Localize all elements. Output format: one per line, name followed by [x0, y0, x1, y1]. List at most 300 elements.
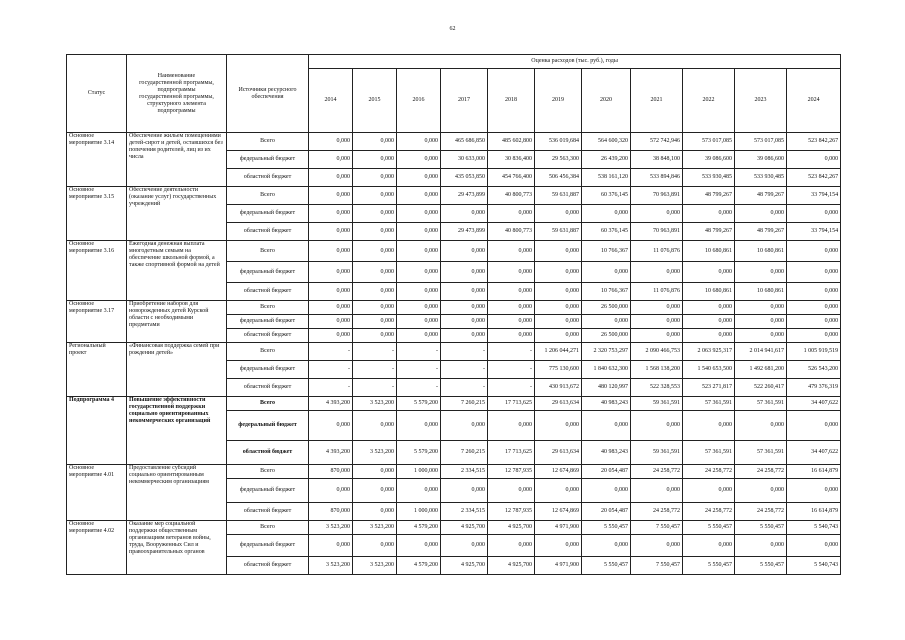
- value-cell: 33 794,154: [787, 187, 841, 205]
- value-cell: 30 633,000: [441, 151, 488, 169]
- value-cell: 0,000: [488, 283, 535, 301]
- value-cell: 0,000: [582, 315, 631, 329]
- value-cell: 0,000: [353, 205, 397, 223]
- value-cell: 0,000: [397, 169, 441, 187]
- value-cell: -: [309, 361, 353, 379]
- value-cell: 0,000: [582, 262, 631, 283]
- value-cell: 0,000: [353, 535, 397, 557]
- value-cell: 2 334,515: [441, 503, 488, 521]
- value-cell: -: [441, 343, 488, 361]
- value-cell: 48 799,267: [683, 187, 735, 205]
- value-cell: 430 913,672: [535, 379, 582, 397]
- value-cell: 12 674,869: [535, 503, 582, 521]
- value-cell: 0,000: [735, 535, 787, 557]
- value-cell: 572 742,946: [631, 133, 683, 151]
- value-cell: 12 787,935: [488, 503, 535, 521]
- header-year: 2019: [535, 69, 582, 133]
- value-cell: 5 550,457: [582, 557, 631, 575]
- value-cell: 5 550,457: [582, 521, 631, 535]
- row-source: федеральный бюджет: [227, 151, 309, 169]
- value-cell: 70 963,891: [631, 223, 683, 241]
- value-cell: 5 550,457: [735, 521, 787, 535]
- row-name: Предоставление субсидий социально ориентированным некоммерческим организациям: [127, 465, 227, 521]
- value-cell: 3 523,200: [353, 397, 397, 411]
- table-row: [67, 133, 841, 151]
- value-cell: 0,000: [397, 411, 441, 441]
- row-source: Всего: [227, 521, 309, 535]
- value-cell: 0,000: [631, 301, 683, 315]
- value-cell: 533 894,846: [631, 169, 683, 187]
- value-cell: 20 054,487: [582, 503, 631, 521]
- value-cell: 0,000: [353, 133, 397, 151]
- value-cell: 0,000: [787, 205, 841, 223]
- header-year: 2018: [488, 69, 535, 133]
- row-status: Основное мероприятие 3.16: [67, 241, 127, 301]
- value-cell: 0,000: [535, 479, 582, 503]
- value-cell: 29 563,300: [535, 151, 582, 169]
- value-cell: 564 600,320: [582, 133, 631, 151]
- header-year: 2023: [735, 69, 787, 133]
- value-cell: 5 540,743: [787, 557, 841, 575]
- value-cell: 522 328,553: [631, 379, 683, 397]
- value-cell: 0,000: [353, 479, 397, 503]
- value-cell: 0,000: [488, 315, 535, 329]
- table-row: [67, 241, 841, 262]
- value-cell: 59 361,591: [631, 397, 683, 411]
- value-cell: 34 407,622: [787, 397, 841, 411]
- value-cell: 0,000: [309, 301, 353, 315]
- value-cell: 48 799,267: [683, 223, 735, 241]
- row-source: областной бюджет: [227, 283, 309, 301]
- value-cell: 5 550,457: [683, 557, 735, 575]
- value-cell: 57 361,591: [683, 441, 735, 465]
- value-cell: 3 523,200: [309, 521, 353, 535]
- header-year: 2016: [397, 69, 441, 133]
- value-cell: -: [353, 343, 397, 361]
- value-cell: 4 971,900: [535, 521, 582, 535]
- value-cell: 57 361,591: [683, 397, 735, 411]
- value-cell: 0,000: [397, 205, 441, 223]
- value-cell: 0,000: [309, 241, 353, 262]
- value-cell: -: [353, 361, 397, 379]
- value-cell: 2 334,515: [441, 465, 488, 479]
- value-cell: 7 260,215: [441, 397, 488, 411]
- value-cell: 7 550,457: [631, 557, 683, 575]
- value-cell: 1 206 044,271: [535, 343, 582, 361]
- value-cell: 0,000: [735, 301, 787, 315]
- value-cell: 485 602,800: [488, 133, 535, 151]
- row-name: Приобретение наборов для новорожденных детей Курской области с необходимыми предметами: [127, 301, 227, 343]
- row-source: Всего: [227, 343, 309, 361]
- value-cell: 0,000: [787, 262, 841, 283]
- value-cell: 10 680,861: [683, 283, 735, 301]
- value-cell: 870,000: [309, 465, 353, 479]
- header-status: Статус: [67, 55, 127, 133]
- value-cell: 0,000: [353, 151, 397, 169]
- value-cell: 0,000: [353, 411, 397, 441]
- value-cell: 26 500,000: [582, 329, 631, 343]
- row-status: Основное мероприятие 3.17: [67, 301, 127, 343]
- value-cell: 0,000: [488, 411, 535, 441]
- row-name: «Финансовая поддержка семей при рождении детей»: [127, 343, 227, 397]
- row-source: Всего: [227, 187, 309, 205]
- value-cell: -: [441, 361, 488, 379]
- row-source: федеральный бюджет: [227, 205, 309, 223]
- value-cell: -: [309, 379, 353, 397]
- value-cell: 20 054,487: [582, 465, 631, 479]
- value-cell: 16 614,879: [787, 503, 841, 521]
- value-cell: 0,000: [397, 301, 441, 315]
- value-cell: 10 680,861: [735, 241, 787, 262]
- value-cell: 59 631,887: [535, 223, 582, 241]
- value-cell: 0,000: [309, 535, 353, 557]
- value-cell: 0,000: [309, 329, 353, 343]
- value-cell: 0,000: [535, 411, 582, 441]
- value-cell: 0,000: [353, 329, 397, 343]
- value-cell: 3 523,200: [353, 441, 397, 465]
- value-cell: 0,000: [631, 535, 683, 557]
- value-cell: 0,000: [309, 169, 353, 187]
- value-cell: 0,000: [488, 262, 535, 283]
- value-cell: 38 848,100: [631, 151, 683, 169]
- value-cell: 0,000: [787, 241, 841, 262]
- value-cell: 0,000: [397, 535, 441, 557]
- header-year: 2020: [582, 69, 631, 133]
- row-name: Ежегодная денежная выплата многодетным семьям на обеспечение школьной формой, а также спортивной формой на детей: [127, 241, 227, 301]
- row-source: федеральный бюджет: [227, 262, 309, 283]
- row-status: Основное мероприятие 4.02: [67, 521, 127, 575]
- value-cell: 0,000: [441, 329, 488, 343]
- value-cell: 10 680,861: [683, 241, 735, 262]
- value-cell: 506 456,384: [535, 169, 582, 187]
- value-cell: 1 840 632,300: [582, 361, 631, 379]
- value-cell: 0,000: [309, 315, 353, 329]
- value-cell: -: [488, 379, 535, 397]
- header-year: 2014: [309, 69, 353, 133]
- row-name: Обеспечение деятельности (оказание услуг) государственных учреждений: [127, 187, 227, 241]
- value-cell: 0,000: [441, 262, 488, 283]
- value-cell: 1 492 681,200: [735, 361, 787, 379]
- row-status: Региональный проект: [67, 343, 127, 397]
- value-cell: 0,000: [735, 205, 787, 223]
- table-row: [67, 343, 841, 361]
- table-row: [67, 465, 841, 479]
- page-number: 62: [449, 26, 456, 32]
- value-cell: 0,000: [353, 223, 397, 241]
- row-source: Всего: [227, 397, 309, 411]
- value-cell: 57 361,591: [735, 397, 787, 411]
- value-cell: 0,000: [631, 262, 683, 283]
- value-cell: 4 971,900: [535, 557, 582, 575]
- value-cell: 10 766,367: [582, 283, 631, 301]
- value-cell: 0,000: [488, 205, 535, 223]
- value-cell: 0,000: [582, 411, 631, 441]
- value-cell: 523 271,817: [683, 379, 735, 397]
- row-status: Основное мероприятие 3.14: [67, 133, 127, 187]
- row-source: федеральный бюджет: [227, 479, 309, 503]
- value-cell: 0,000: [441, 241, 488, 262]
- value-cell: 480 120,997: [582, 379, 631, 397]
- value-cell: 533 930,485: [735, 169, 787, 187]
- value-cell: 0,000: [488, 241, 535, 262]
- row-source: Всего: [227, 301, 309, 315]
- value-cell: 0,000: [582, 205, 631, 223]
- row-source: областной бюджет: [227, 169, 309, 187]
- value-cell: 3 523,200: [353, 521, 397, 535]
- value-cell: 0,000: [683, 262, 735, 283]
- value-cell: 24 258,772: [735, 503, 787, 521]
- value-cell: 0,000: [353, 503, 397, 521]
- value-cell: 5 540,743: [787, 521, 841, 535]
- value-cell: 0,000: [397, 223, 441, 241]
- value-cell: 0,000: [735, 315, 787, 329]
- value-cell: -: [488, 361, 535, 379]
- value-cell: 0,000: [309, 283, 353, 301]
- value-cell: 0,000: [309, 262, 353, 283]
- value-cell: 0,000: [631, 479, 683, 503]
- table-row: [67, 521, 841, 535]
- row-source: областной бюджет: [227, 441, 309, 465]
- row-source: федеральный бюджет: [227, 411, 309, 441]
- value-cell: 0,000: [735, 329, 787, 343]
- row-status: Основное мероприятие 3.15: [67, 187, 127, 241]
- value-cell: 0,000: [535, 301, 582, 315]
- value-cell: -: [309, 343, 353, 361]
- value-cell: 4 579,200: [397, 521, 441, 535]
- value-cell: 435 053,850: [441, 169, 488, 187]
- value-cell: 3 523,200: [353, 557, 397, 575]
- value-cell: 2 320 753,297: [582, 343, 631, 361]
- value-cell: 4 925,700: [441, 557, 488, 575]
- value-cell: 10 680,861: [735, 283, 787, 301]
- value-cell: 60 376,145: [582, 187, 631, 205]
- value-cell: 29 473,899: [441, 187, 488, 205]
- value-cell: -: [397, 361, 441, 379]
- value-cell: 0,000: [353, 283, 397, 301]
- value-cell: 30 836,400: [488, 151, 535, 169]
- value-cell: 465 686,850: [441, 133, 488, 151]
- value-cell: 2 014 941,617: [735, 343, 787, 361]
- value-cell: 0,000: [441, 301, 488, 315]
- value-cell: -: [397, 343, 441, 361]
- value-cell: 0,000: [353, 315, 397, 329]
- row-source: областной бюджет: [227, 503, 309, 521]
- value-cell: 0,000: [309, 223, 353, 241]
- value-cell: 0,000: [683, 315, 735, 329]
- value-cell: 0,000: [309, 479, 353, 503]
- value-cell: 0,000: [397, 187, 441, 205]
- value-cell: 775 130,600: [535, 361, 582, 379]
- value-cell: 4 579,200: [397, 557, 441, 575]
- value-cell: 57 361,591: [735, 441, 787, 465]
- value-cell: 2 063 925,317: [683, 343, 735, 361]
- value-cell: 479 376,319: [787, 379, 841, 397]
- value-cell: 0,000: [631, 205, 683, 223]
- value-cell: 29 473,899: [441, 223, 488, 241]
- value-cell: 59 631,887: [535, 187, 582, 205]
- value-cell: 0,000: [683, 329, 735, 343]
- value-cell: -: [353, 379, 397, 397]
- value-cell: 12 674,869: [535, 465, 582, 479]
- header-year: 2022: [683, 69, 735, 133]
- value-cell: 0,000: [535, 241, 582, 262]
- value-cell: 0,000: [787, 301, 841, 315]
- value-cell: 60 376,145: [582, 223, 631, 241]
- value-cell: 48 799,267: [735, 187, 787, 205]
- value-cell: 0,000: [735, 479, 787, 503]
- value-cell: 4 393,200: [309, 441, 353, 465]
- value-cell: 0,000: [787, 329, 841, 343]
- value-cell: 10 766,367: [582, 241, 631, 262]
- value-cell: 24 258,772: [683, 465, 735, 479]
- row-source: федеральный бюджет: [227, 315, 309, 329]
- value-cell: 0,000: [683, 535, 735, 557]
- header-estimate: Оценка расходов (тыс. руб.), годы: [309, 55, 841, 69]
- value-cell: 0,000: [631, 411, 683, 441]
- row-source: Всего: [227, 241, 309, 262]
- value-cell: 0,000: [683, 411, 735, 441]
- row-source: федеральный бюджет: [227, 535, 309, 557]
- value-cell: 523 842,267: [787, 133, 841, 151]
- value-cell: 29 613,634: [535, 441, 582, 465]
- value-cell: 1 000,000: [397, 503, 441, 521]
- row-name: Обеспечение жильем помещениями детей-сирот и детей, оставшихся без попечения родителей, лиц из их числа: [127, 133, 227, 187]
- value-cell: 5 579,200: [397, 397, 441, 411]
- value-cell: 0,000: [535, 315, 582, 329]
- value-cell: 40 983,243: [582, 441, 631, 465]
- table-row: [67, 397, 841, 411]
- value-cell: 2 090 466,753: [631, 343, 683, 361]
- value-cell: 0,000: [353, 262, 397, 283]
- header-year: 2015: [353, 69, 397, 133]
- value-cell: -: [441, 379, 488, 397]
- value-cell: 0,000: [631, 315, 683, 329]
- value-cell: 0,000: [535, 283, 582, 301]
- value-cell: 0,000: [309, 411, 353, 441]
- value-cell: 0,000: [787, 411, 841, 441]
- value-cell: 5 550,457: [683, 521, 735, 535]
- value-cell: 0,000: [488, 301, 535, 315]
- value-cell: 0,000: [787, 479, 841, 503]
- value-cell: 0,000: [309, 187, 353, 205]
- value-cell: 0,000: [441, 479, 488, 503]
- value-cell: 0,000: [441, 205, 488, 223]
- value-cell: 11 076,876: [631, 283, 683, 301]
- value-cell: 0,000: [441, 315, 488, 329]
- value-cell: 0,000: [353, 301, 397, 315]
- value-cell: 0,000: [353, 169, 397, 187]
- value-cell: 526 543,200: [787, 361, 841, 379]
- value-cell: 1 005 919,519: [787, 343, 841, 361]
- header-name: Наименование государственной программы, подпрограммы государственной программы, структурного элемента подпрограммы: [127, 55, 227, 133]
- value-cell: 0,000: [397, 329, 441, 343]
- header-year: 2024: [787, 69, 841, 133]
- value-cell: 0,000: [441, 411, 488, 441]
- value-cell: 0,000: [309, 151, 353, 169]
- value-cell: 24 258,772: [631, 465, 683, 479]
- value-cell: 0,000: [488, 535, 535, 557]
- value-cell: 7 260,215: [441, 441, 488, 465]
- table-row: [67, 301, 841, 315]
- value-cell: 4 925,700: [488, 521, 535, 535]
- value-cell: 1 568 138,200: [631, 361, 683, 379]
- value-cell: 39 086,600: [735, 151, 787, 169]
- value-cell: 0,000: [309, 205, 353, 223]
- value-cell: 4 925,700: [441, 521, 488, 535]
- value-cell: 0,000: [441, 283, 488, 301]
- value-cell: -: [397, 379, 441, 397]
- value-cell: 523 842,267: [787, 169, 841, 187]
- value-cell: 0,000: [683, 479, 735, 503]
- value-cell: 5 579,200: [397, 441, 441, 465]
- value-cell: 0,000: [397, 315, 441, 329]
- value-cell: 24 258,772: [683, 503, 735, 521]
- value-cell: 70 963,891: [631, 187, 683, 205]
- value-cell: 0,000: [535, 535, 582, 557]
- value-cell: 0,000: [582, 535, 631, 557]
- value-cell: 7 550,457: [631, 521, 683, 535]
- value-cell: 0,000: [353, 241, 397, 262]
- value-cell: 0,000: [683, 205, 735, 223]
- value-cell: 29 613,634: [535, 397, 582, 411]
- value-cell: 0,000: [353, 465, 397, 479]
- value-cell: 33 794,154: [787, 223, 841, 241]
- row-source: Всего: [227, 133, 309, 151]
- value-cell: -: [488, 343, 535, 361]
- header-year: 2017: [441, 69, 488, 133]
- value-cell: 39 086,600: [683, 151, 735, 169]
- value-cell: 40 983,243: [582, 397, 631, 411]
- value-cell: 0,000: [397, 133, 441, 151]
- value-cell: 870,000: [309, 503, 353, 521]
- value-cell: 11 076,876: [631, 241, 683, 262]
- value-cell: 0,000: [397, 241, 441, 262]
- value-cell: 24 258,772: [735, 465, 787, 479]
- value-cell: 5 550,457: [735, 557, 787, 575]
- row-source: областной бюджет: [227, 379, 309, 397]
- value-cell: 40 800,773: [488, 187, 535, 205]
- value-cell: 533 930,485: [683, 169, 735, 187]
- value-cell: 0,000: [535, 205, 582, 223]
- value-cell: 0,000: [353, 187, 397, 205]
- value-cell: 17 713,625: [488, 397, 535, 411]
- row-status: Подпрограмма 4: [67, 397, 127, 465]
- value-cell: 0,000: [787, 151, 841, 169]
- value-cell: 454 766,400: [488, 169, 535, 187]
- value-cell: 0,000: [735, 411, 787, 441]
- value-cell: 0,000: [309, 133, 353, 151]
- value-cell: 12 787,935: [488, 465, 535, 479]
- value-cell: 0,000: [397, 283, 441, 301]
- header-year: 2021: [631, 69, 683, 133]
- table-row: [67, 187, 841, 205]
- value-cell: 34 407,622: [787, 441, 841, 465]
- row-name: Повышение эффективности государственной поддержки социально ориентированных некоммерческих организаций: [127, 397, 227, 465]
- value-cell: 0,000: [488, 329, 535, 343]
- row-source: областной бюджет: [227, 223, 309, 241]
- row-source: Всего: [227, 465, 309, 479]
- value-cell: 1 540 653,500: [683, 361, 735, 379]
- value-cell: 4 925,700: [488, 557, 535, 575]
- value-cell: 0,000: [582, 479, 631, 503]
- value-cell: 1 000,000: [397, 465, 441, 479]
- row-source: федеральный бюджет: [227, 361, 309, 379]
- value-cell: 0,000: [488, 479, 535, 503]
- value-cell: 536 019,684: [535, 133, 582, 151]
- value-cell: 0,000: [787, 283, 841, 301]
- value-cell: 24 258,772: [631, 503, 683, 521]
- value-cell: 0,000: [683, 301, 735, 315]
